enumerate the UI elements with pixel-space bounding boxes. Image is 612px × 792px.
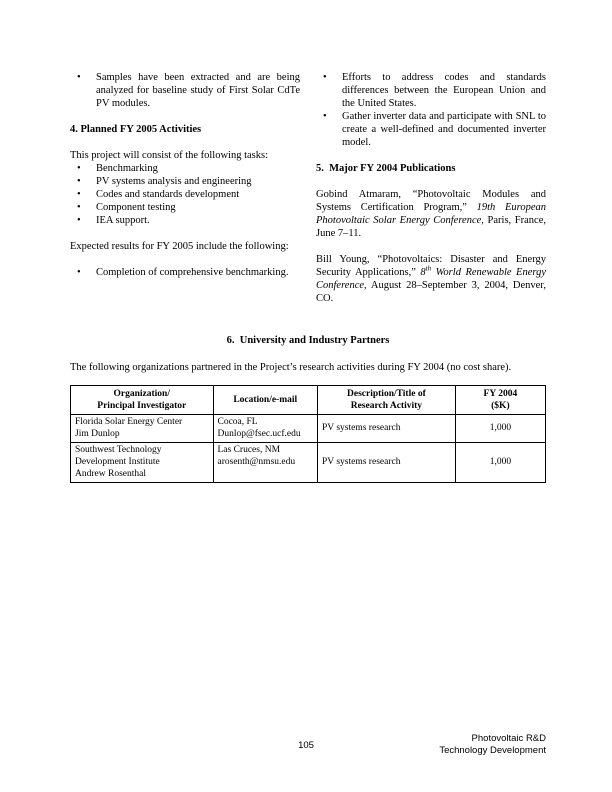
publication-1-post: , Paris, France, June 7–11.	[316, 215, 546, 239]
bullet-icon	[70, 162, 96, 175]
bullet-icon	[70, 188, 96, 201]
heading-planned-fy2005-activities: 4. Planned FY 2005 Activities	[70, 124, 202, 135]
page-number: 105	[298, 740, 314, 751]
cell-description: PV systems research	[318, 414, 456, 442]
two-column-body	[70, 71, 546, 316]
header-line: Organization/	[113, 388, 170, 399]
cell-fy2004: 1,000	[455, 414, 545, 442]
bullet-codes-standards	[316, 71, 546, 110]
column-header-fy2004	[455, 385, 545, 414]
cell-location	[213, 442, 318, 482]
publication-1-journal: 19th European Photovoltaic Solar Energy Conference	[316, 202, 546, 226]
organization-name: Florida Solar Energy Center	[75, 416, 183, 427]
cell-organization	[71, 414, 214, 442]
list-item	[70, 201, 300, 214]
tasks-list	[70, 162, 300, 227]
column-header-organization	[71, 385, 214, 414]
cell-fy2004: 1,000	[455, 442, 545, 482]
partners-table	[70, 385, 546, 483]
document-page-content	[70, 71, 546, 483]
bullet-icon	[316, 110, 342, 149]
list-item	[70, 162, 300, 175]
column-header-location	[213, 385, 318, 414]
bullet-samples	[70, 71, 300, 110]
header-line: ($K)	[491, 400, 510, 411]
bullet-inverter	[316, 110, 546, 149]
footer-line-2: Technology Development	[439, 745, 546, 756]
task-text: Codes and standards development	[96, 189, 240, 200]
bullet-inverter-text: Gather inverter data and participate with SNL to create a well-defined and documented inverter model.	[342, 111, 546, 148]
task-text: Component testing	[96, 202, 176, 213]
partners-intro-text: The following organizations partnered in the Project’s research activities during FY 2004 (no cost share).	[70, 361, 512, 373]
header-line: Description/Title of	[347, 388, 426, 399]
location-text: Cocoa, FL	[217, 416, 258, 427]
header-line: FY 2004	[483, 388, 518, 399]
bullet-codes-text: Efforts to address codes and standards differences between the European Union and the United States.	[342, 72, 546, 109]
list-item	[70, 188, 300, 201]
bullet-icon	[70, 266, 96, 279]
publication-2	[316, 253, 546, 305]
column-header-description	[318, 385, 456, 414]
bullet-icon	[70, 71, 96, 110]
bullet-icon	[70, 214, 96, 227]
principal-investigator: Andrew Rosenthal	[75, 468, 146, 479]
organization-name: Southwest Technology	[75, 444, 162, 455]
header-line: Principal Investigator	[97, 400, 187, 411]
email-text: Dunlop@fsec.ucf.edu	[217, 428, 301, 439]
cell-location	[213, 414, 318, 442]
expected-result-text: Completion of comprehensive benchmarking.	[96, 267, 289, 278]
location-text: Las Cruces, NM	[217, 444, 281, 455]
left-column	[70, 71, 300, 316]
heading-university-industry-partners: 6. University and Industry Partners	[226, 334, 390, 346]
publication-2-ordinal: th	[425, 264, 432, 273]
publication-1	[316, 188, 546, 240]
tasks-intro-text: This project will consist of the following tasks:	[70, 150, 269, 161]
list-item	[70, 214, 300, 227]
table-row	[71, 442, 546, 482]
footer-report-title	[439, 733, 546, 757]
bullet-samples-text: Samples have been extracted and are being analyzed for baseline study of First Solar CdTe PV modules.	[96, 72, 300, 109]
publication-2-pre: Bill Young, “Photovoltaics: Disaster and Energy Security Applications,”	[316, 254, 546, 278]
bullet-icon	[316, 71, 342, 110]
publication-1-pre: Gobind Atmaram, “Photovoltaic Modules and Systems Certification Program,”	[316, 189, 546, 213]
header-line: Research Activity	[350, 400, 423, 411]
heading-major-fy2004-publications: 5. Major FY 2004 Publications	[316, 163, 456, 174]
cell-description: PV systems research	[318, 442, 456, 482]
footer-line-1: Photovoltaic R&D	[471, 733, 546, 744]
bullet-icon	[70, 175, 96, 188]
list-item	[70, 175, 300, 188]
publication-2-post: , August 28–September 3, 2004, Denver, CO.	[316, 280, 546, 304]
table-header-row	[71, 385, 546, 414]
publication-2-journal-number: 8	[420, 267, 426, 278]
cell-organization	[71, 442, 214, 482]
bullet-expected-result	[70, 266, 300, 279]
task-text: IEA support.	[96, 215, 150, 226]
bullet-icon	[70, 201, 96, 214]
right-column	[316, 71, 546, 316]
task-text: PV systems analysis and engineering	[96, 176, 252, 187]
header-line: Location/e-mail	[233, 394, 298, 405]
expected-results-intro: Expected results for FY 2005 include the following:	[70, 241, 289, 252]
table-row	[71, 414, 546, 442]
principal-investigator: Jim Dunlop	[75, 428, 120, 439]
task-text: Benchmarking	[96, 163, 158, 174]
publication-2-journal-name: World Renewable Energy Conference	[316, 267, 546, 291]
organization-name: Development Institute	[75, 456, 160, 467]
email-text: arosenth@nmsu.edu	[217, 456, 296, 467]
